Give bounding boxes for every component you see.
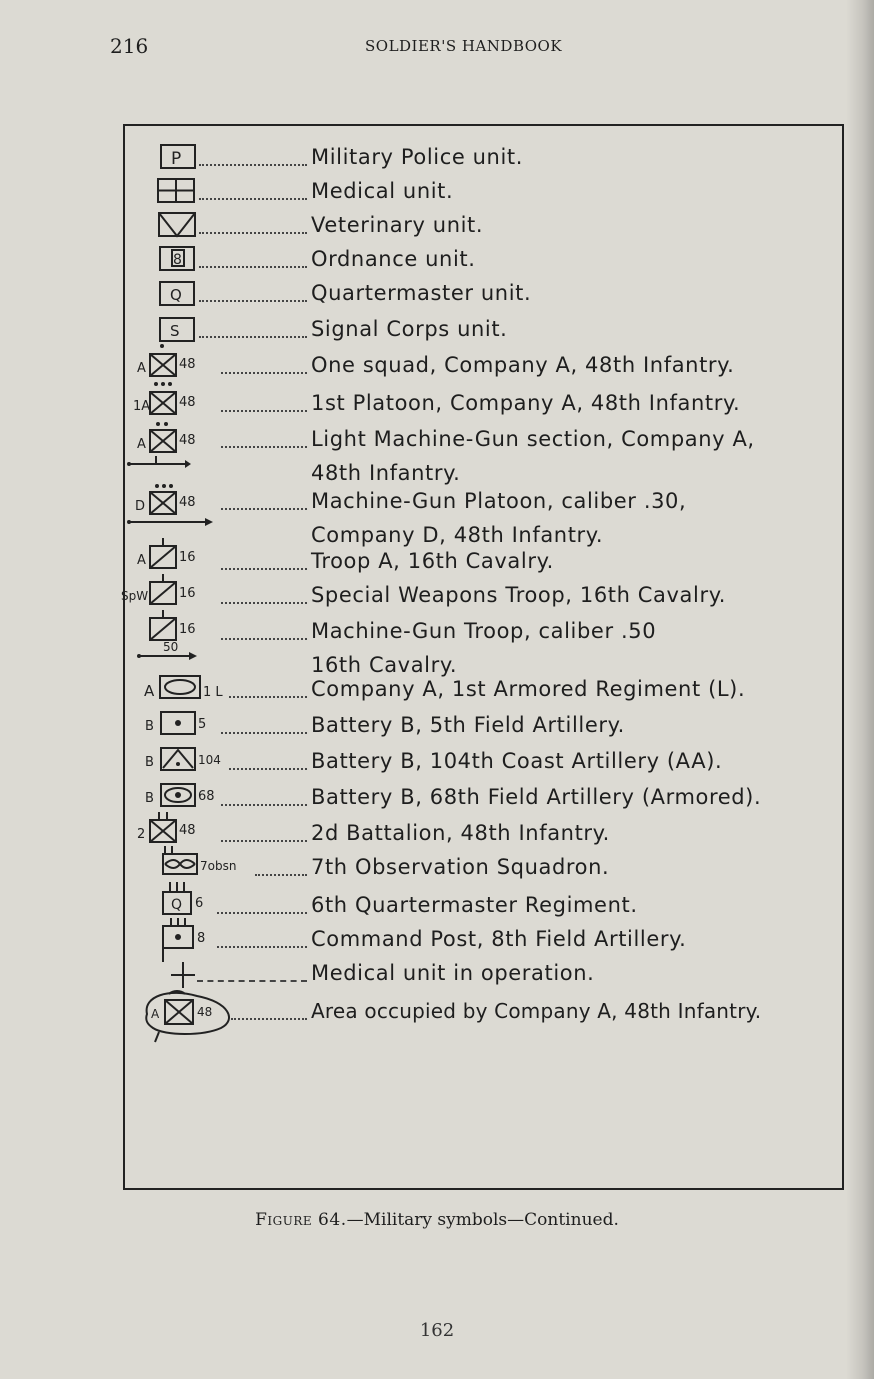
leader-dots <box>199 312 307 338</box>
entry-quartermaster <box>125 276 844 310</box>
label-left: A <box>137 437 146 452</box>
symbol-description: 2d Battalion, 48th Infantry. <box>311 821 610 845</box>
leader-dots <box>221 578 307 604</box>
leader-dots <box>221 422 307 448</box>
label-left: D <box>135 499 146 514</box>
symbol-description: Medical unit in operation. <box>311 961 595 985</box>
symbol-description: 6th Quartermaster Regiment. <box>311 893 638 917</box>
entry-infantry-squad <box>125 348 844 382</box>
leader-dots <box>199 276 307 302</box>
leader-dots <box>221 708 307 734</box>
leader-dots <box>199 140 307 166</box>
leader-dots <box>221 484 307 510</box>
symbol-description: Machine-Gun Platoon, caliber .30, Company D, 48th Infantry. <box>311 489 687 547</box>
entry-ordnance <box>125 242 844 276</box>
entry-special-weapons-troop <box>121 578 844 612</box>
label-right: 5 <box>198 717 207 732</box>
label-right: 7obsn <box>200 859 237 873</box>
symbol-description: Military Police unit. <box>311 145 523 169</box>
entry-machine-gun-troop <box>125 614 844 678</box>
symbol-description: Command Post, 8th Field Artillery. <box>311 927 687 951</box>
page-edge-shadow <box>846 0 874 1379</box>
svg-text:Q: Q <box>171 897 183 913</box>
symbol-description: Signal Corps unit. <box>311 317 508 341</box>
label-right: 8 <box>197 931 206 946</box>
label-right: 16 <box>179 586 196 601</box>
label-right: 1 L <box>203 685 223 700</box>
svg-text:Q: Q <box>170 286 182 304</box>
entry-observation-squadron <box>125 850 844 884</box>
label-right: 48 <box>179 357 196 372</box>
entry-infantry-battalion <box>125 816 844 850</box>
entry-veterinary <box>125 208 844 242</box>
entry-armored-company <box>125 672 844 706</box>
symbol-description: Medical unit. <box>311 179 454 203</box>
symbol-description: 1st Platoon, Company A, 48th Infantry. <box>311 391 741 415</box>
leader-dots <box>255 850 307 876</box>
label-left: A <box>144 682 155 700</box>
symbol-description: Machine-Gun Troop, caliber .50 16th Cavalry. <box>311 619 657 677</box>
leader-dots <box>221 614 307 640</box>
entry-quartermaster-regiment <box>125 888 844 922</box>
label-left: A <box>151 1007 160 1021</box>
leader-dots <box>221 816 307 842</box>
symbol-description: Battery B, 5th Field Artillery. <box>311 713 625 737</box>
leader-dots <box>229 672 307 698</box>
caption-text: —Military symbols—Continued. <box>346 1210 619 1230</box>
symbol-description: Troop A, 16th Cavalry. <box>311 549 554 573</box>
label-right: 48 <box>179 433 196 448</box>
label-right: 48 <box>197 1005 213 1019</box>
running-head: SOLDIER'S HANDBOOK <box>365 37 563 55</box>
entry-medical-unit-in-operation <box>125 956 844 990</box>
label-right: 16 <box>179 550 196 565</box>
entry-machine-gun-platoon <box>125 484 844 548</box>
label-left: A <box>137 553 146 568</box>
page-header <box>0 34 874 58</box>
entry-infantry-platoon <box>125 386 844 420</box>
leader-dots <box>199 242 307 268</box>
entry-signal-corps <box>125 312 844 346</box>
symbol-description: Special Weapons Troop, 16th Cavalry. <box>311 583 727 607</box>
symbol-description: Light Machine-Gun section, Company A, 48th Infantry. <box>311 427 755 485</box>
label-below: 50 <box>163 640 179 654</box>
caption-label: Figure 64. <box>255 1210 347 1230</box>
leader-dots <box>221 348 307 374</box>
leader-dashes <box>197 956 307 982</box>
label-right: 48 <box>179 495 196 510</box>
symbol-description: Veterinary unit. <box>311 213 484 237</box>
symbol-description: Quartermaster unit. <box>311 281 532 305</box>
label-right: 6 <box>195 896 204 911</box>
svg-text:S: S <box>170 322 180 340</box>
entry-command-post <box>125 922 844 956</box>
label-right: 104 <box>198 753 221 767</box>
leader-dots <box>199 208 307 234</box>
footer-page-number: 162 <box>419 1320 455 1341</box>
label-right: 48 <box>179 823 196 838</box>
label-right: 48 <box>179 395 196 410</box>
symbol-description: Company A, 1st Armored Regiment (L). <box>311 677 746 701</box>
label-right: 68 <box>198 789 215 804</box>
label-right: 16 <box>179 622 196 637</box>
label-left: A <box>137 361 146 376</box>
entry-cavalry-troop <box>125 544 844 578</box>
symbol-description: Battery B, 68th Field Artillery (Armored). <box>311 785 762 809</box>
svg-text:8: 8 <box>173 252 182 268</box>
entry-field-artillery-battery <box>125 708 844 742</box>
symbol-description: Ordnance unit. <box>311 247 476 271</box>
leader-dots <box>199 174 307 200</box>
label-left: 2 <box>137 827 146 842</box>
symbol-description: Area occupied by Company A, 48th Infantry. <box>311 999 762 1023</box>
leader-dots <box>221 780 307 806</box>
symbol-description: One squad, Company A, 48th Infantry. <box>311 353 735 377</box>
entry-medical <box>125 174 844 208</box>
leader-dots <box>221 386 307 412</box>
label-left: 1A <box>133 399 151 414</box>
symbol-description: 7th Observation Squadron. <box>311 855 610 879</box>
label-left: B <box>145 719 154 734</box>
leader-dots <box>217 922 307 948</box>
label-left: B <box>145 791 154 806</box>
entry-armored-field-artillery-battery <box>125 780 844 814</box>
entry-area-occupied <box>125 994 844 1034</box>
entry-military-police <box>125 140 844 174</box>
svg-text:P: P <box>171 149 182 169</box>
page-number: 216 <box>110 34 149 58</box>
entry-light-machine-gun-section <box>125 422 844 486</box>
label-left: SpW <box>121 589 149 603</box>
leader-dots <box>229 744 307 770</box>
leader-dots <box>217 888 307 914</box>
figure-box <box>123 124 844 1190</box>
leader-dots <box>221 544 307 570</box>
entry-coast-artillery-battery <box>125 744 844 778</box>
figure-caption <box>0 1210 874 1230</box>
symbol-description: Battery B, 104th Coast Artillery (AA). <box>311 749 723 773</box>
label-left: B <box>145 755 154 770</box>
leader-dots <box>231 994 307 1020</box>
